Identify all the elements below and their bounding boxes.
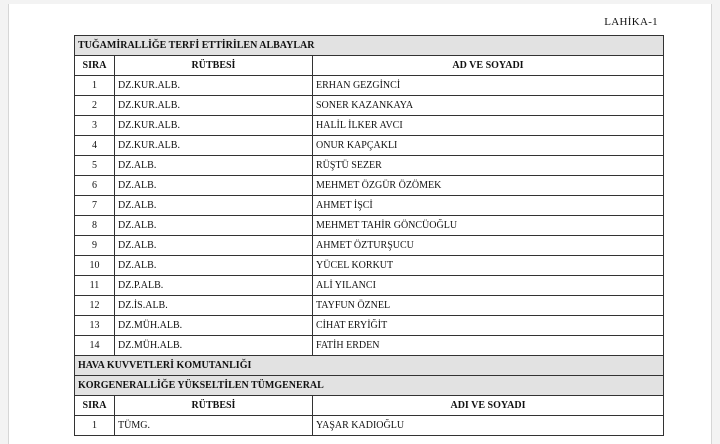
row-number: 11 (75, 276, 115, 296)
row-rank: DZ.KUR.ALB. (115, 116, 313, 136)
row-name: HALİL İLKER AVCI (313, 116, 664, 136)
row-name: YAŞAR KADIOĞLU (313, 416, 664, 436)
table-row (75, 296, 664, 316)
row-rank: DZ.ALB. (115, 156, 313, 176)
row-name: SONER KAZANKAYA (313, 96, 664, 116)
row-rank: DZ.ALB. (115, 216, 313, 236)
row-name: MEHMET TAHİR GÖNCÜOĞLU (313, 216, 664, 236)
row-number: 14 (75, 336, 115, 356)
section-title-rear-admirals: TUĞAMİRALLİĞE TERFİ ETTİRİLEN ALBAYLAR (75, 36, 664, 56)
header-ad-soyadi: AD VE SOYADI (313, 56, 664, 76)
table-row (75, 316, 664, 336)
table-row (75, 96, 664, 116)
row-name: MEHMET ÖZGÜR ÖZÖMEK (313, 176, 664, 196)
promotion-table-body (75, 36, 664, 436)
row-number: 10 (75, 256, 115, 276)
row-rank: DZ.MÜH.ALB. (115, 316, 313, 336)
header-rutbesi: RÜTBESİ (115, 396, 313, 416)
row-name: ERHAN GEZGİNCİ (313, 76, 664, 96)
row-name: TAYFUN ÖZNEL (313, 296, 664, 316)
row-name: ALİ YILANCI (313, 276, 664, 296)
row-number: 6 (75, 176, 115, 196)
promotion-table (74, 35, 664, 436)
row-number: 13 (75, 316, 115, 336)
row-number: 2 (75, 96, 115, 116)
row-rank: DZ.MÜH.ALB. (115, 336, 313, 356)
row-rank: DZ.ALB. (115, 236, 313, 256)
row-number: 5 (75, 156, 115, 176)
table-row (75, 416, 664, 436)
table-row (75, 336, 664, 356)
table-row (75, 236, 664, 256)
header-adi-soyadi: ADI VE SOYADI (313, 396, 664, 416)
row-number: 9 (75, 236, 115, 256)
row-name: YÜCEL KORKUT (313, 256, 664, 276)
row-rank: TÜMG. (115, 416, 313, 436)
document-page (8, 4, 712, 444)
row-name: ONUR KAPÇAKLI (313, 136, 664, 156)
row-number: 3 (75, 116, 115, 136)
row-number: 4 (75, 136, 115, 156)
row-rank: DZ.KUR.ALB. (115, 76, 313, 96)
row-rank: DZ.ALB. (115, 256, 313, 276)
row-name: CİHAT ERYİĞİT (313, 316, 664, 336)
table-row (75, 76, 664, 96)
header-sira: SIRA (75, 56, 115, 76)
table-row (75, 116, 664, 136)
table-row (75, 196, 664, 216)
row-rank: DZ.KUR.ALB. (115, 136, 313, 156)
table-row (75, 216, 664, 236)
row-name: AHMET ÖZTURŞUCU (313, 236, 664, 256)
command-title: HAVA KUVVETLERİ KOMUTANLIĞI (75, 356, 664, 376)
section-title-row (75, 376, 664, 396)
table-row (75, 256, 664, 276)
table-header-row (75, 396, 664, 416)
section-title-row (75, 36, 664, 56)
row-name: FATİH ERDEN (313, 336, 664, 356)
table-row (75, 136, 664, 156)
row-rank: DZ.İS.ALB. (115, 296, 313, 316)
table-row (75, 276, 664, 296)
row-number: 1 (75, 416, 115, 436)
table-row (75, 156, 664, 176)
annex-label: LAHİKA-1 (604, 16, 658, 28)
row-rank: DZ.ALB. (115, 176, 313, 196)
row-rank: DZ.ALB. (115, 196, 313, 216)
row-number: 8 (75, 216, 115, 236)
header-rutbesi: RÜTBESİ (115, 56, 313, 76)
table-header-row (75, 56, 664, 76)
header-sira: SIRA (75, 396, 115, 416)
row-rank: DZ.KUR.ALB. (115, 96, 313, 116)
section-title-lieutenant-general: KORGENERALLİĞE YÜKSELTİLEN TÜMGENERAL (75, 376, 664, 396)
row-number: 1 (75, 76, 115, 96)
row-name: RÜŞTÜ SEZER (313, 156, 664, 176)
row-number: 12 (75, 296, 115, 316)
table-row (75, 176, 664, 196)
command-title-row (75, 356, 664, 376)
row-number: 7 (75, 196, 115, 216)
row-name: AHMET İŞCİ (313, 196, 664, 216)
row-rank: DZ.P.ALB. (115, 276, 313, 296)
